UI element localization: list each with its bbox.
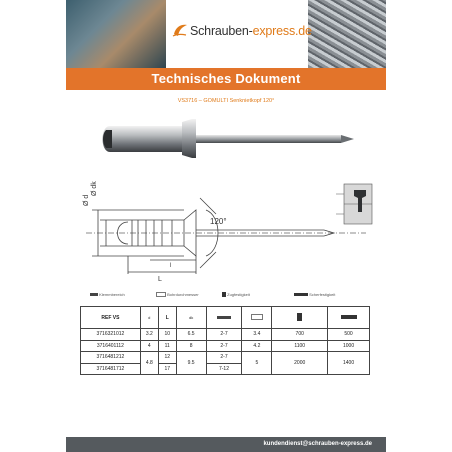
col-l: L	[158, 307, 176, 329]
cell-shear: 1000	[328, 340, 370, 352]
shear-strength-icon	[294, 293, 308, 296]
table-row	[81, 352, 370, 364]
cell-l: 12	[158, 352, 176, 364]
cell-grip: 2-7	[206, 329, 242, 341]
cell-dk: 6.5	[176, 329, 206, 341]
tensile-strength-icon	[297, 313, 302, 321]
cell-grip: 2-7	[206, 352, 242, 364]
label-d: Ø d	[83, 194, 90, 206]
table-header-row	[81, 307, 370, 329]
cell-ref: 3716321012	[81, 329, 141, 341]
drill-diameter-icon	[156, 292, 166, 297]
label-dk: Ø dk	[91, 181, 98, 196]
cell-l: 10	[158, 329, 176, 341]
legend-tensile-strength-label: Zugfestigkeit	[227, 292, 250, 297]
cell-shear: 500	[328, 329, 370, 341]
cell-d: 4	[140, 340, 158, 352]
cell-d: 4.8	[140, 352, 158, 375]
brand-name	[190, 24, 312, 38]
cell-dk: 9.5	[176, 352, 206, 375]
col-tensile	[272, 307, 328, 329]
footer-email[interactable]: kundendienst@schrauben-express.de	[263, 441, 372, 447]
col-drill	[242, 307, 272, 329]
label-l-small: l	[170, 263, 172, 269]
shear-strength-icon	[341, 315, 357, 319]
grip-range-icon	[217, 316, 231, 319]
col-shear	[328, 307, 370, 329]
joint-cross-section	[336, 184, 372, 224]
cell-dk: 8	[176, 340, 206, 352]
legend-drill-diameter-label: Bohrdurchmesser	[167, 292, 199, 297]
label-angle: 120°	[210, 217, 227, 226]
cell-tensile: 2000	[272, 352, 328, 375]
specs-table	[80, 306, 370, 375]
banner-photo-screws	[308, 0, 386, 68]
logo-swoosh-icon	[172, 22, 188, 38]
drill-diameter-icon	[251, 314, 263, 320]
grip-range-icon	[90, 293, 98, 296]
label-L: L	[158, 276, 162, 283]
brand-logo	[166, 14, 312, 50]
cell-tensile: 1100	[272, 340, 328, 352]
document-page	[66, 0, 386, 452]
col-grip	[206, 307, 242, 329]
col-dk: dk	[176, 307, 206, 329]
cell-d: 3.2	[140, 329, 158, 341]
cell-grip: 7-12	[206, 363, 242, 375]
header-banner	[66, 0, 386, 68]
page-title: Technisches Dokument	[151, 71, 301, 86]
legend-grip-range	[90, 292, 125, 297]
cell-drill: 5	[242, 352, 272, 375]
cell-shear: 1400	[328, 352, 370, 375]
rivet-photo	[96, 118, 356, 158]
col-d: d	[140, 307, 158, 329]
cell-ref: 3716481712	[81, 363, 141, 375]
cell-ref: 3716481212	[81, 352, 141, 364]
legend-tensile-strength	[222, 292, 250, 297]
brand-main: Schrauben-	[190, 24, 253, 38]
legend-shear-strength-label: Scherfestigkeit	[309, 292, 336, 297]
technical-drawing	[66, 170, 386, 288]
cell-tensile: 700	[272, 329, 328, 341]
cell-l: 11	[158, 340, 176, 352]
brand-accent: express.de	[252, 24, 312, 38]
legend-grip-range-label: Klemmbereich	[99, 292, 125, 297]
cell-drill: 3.4	[242, 329, 272, 341]
banner-photo-tools	[66, 0, 166, 68]
cell-ref: 3716401112	[81, 340, 141, 352]
title-bar	[66, 68, 386, 90]
legend-shear-strength	[294, 292, 335, 297]
table-row	[81, 329, 370, 341]
footer-bar	[66, 437, 386, 452]
product-subtitle: VS3716 – GOMULTI Senknietkopf 120°	[177, 98, 275, 104]
table-row	[81, 340, 370, 352]
cell-l: 17	[158, 363, 176, 375]
tensile-strength-icon	[222, 292, 226, 297]
cell-grip: 2-7	[206, 340, 242, 352]
cell-drill: 4.2	[242, 340, 272, 352]
col-ref: REF VS	[81, 307, 141, 329]
legend-drill-diameter	[156, 292, 199, 297]
